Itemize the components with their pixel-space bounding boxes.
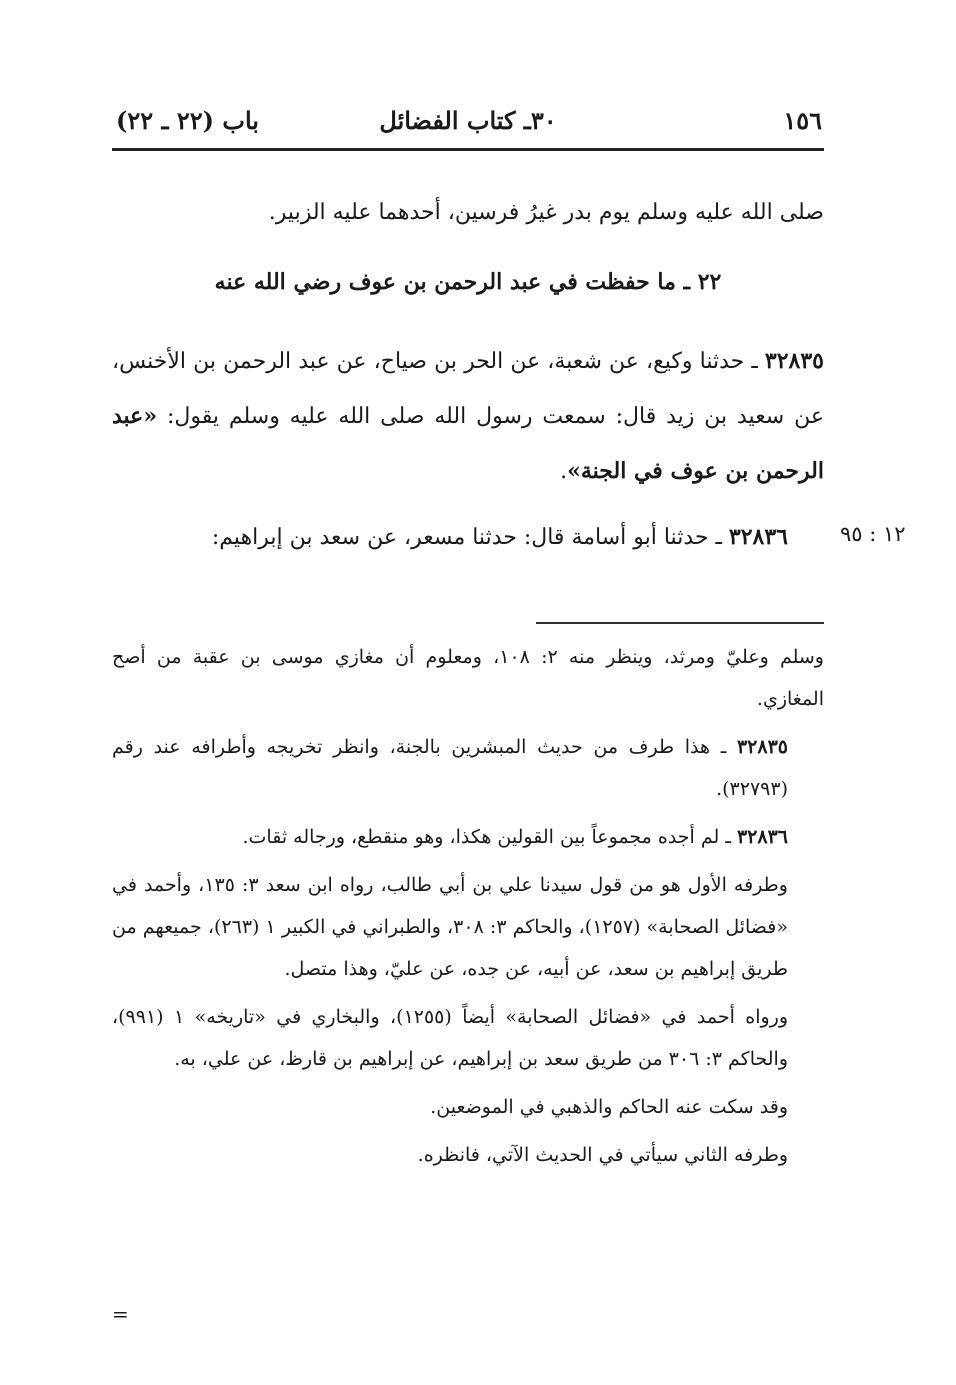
continuation-text: صلى الله عليه وسلم يوم بدر غيرُ فرسين، أحدهما عليه الزبير. [268, 200, 824, 225]
hadith-text: ـ حدثنا أبو أسامة قال: حدثنا مسعر، عن سعد بن إبراهيم: [211, 525, 729, 550]
hadith-quote: «عبد الرحمن بن عوف في الجنة» [112, 403, 824, 484]
footnote-32836 [112, 816, 824, 858]
footnote-separator [536, 622, 824, 624]
hadith-32835 [112, 334, 824, 499]
hadith-32836 [112, 510, 824, 565]
footnotes [112, 636, 824, 1182]
continuation-mark: = [112, 1302, 129, 1326]
hadith-number: ٣٢٨٣٥ [764, 348, 824, 374]
header-rule [112, 148, 824, 151]
footnote-paragraph: وقد سكت عنه الحاكم والذهبي في الموضعين. [430, 1096, 788, 1118]
footnote-paragraph: وسلم وعليّ ومرثد، وينظر منه ٢: ١٠٨، ومعلوم أن مغازي موسى بن عقبة من أصح المغازي. [112, 646, 824, 710]
footnote-text: ـ لم أجده مجموعاً بين القولين هكذا، وهو منقطع، ورجاله ثقات. [242, 826, 737, 848]
footnote-paragraph: ورواه أحمد في «فضائل الصحابة» أيضاً (١٢٥٥)، والبخاري في «تاريخه» ١ (٩٩١)، والحاكم ٣: ٣٠٦ من طريق سعد بن إبراهيم، عن إبراهيم بن قارظ، عن علي، به. [112, 1006, 788, 1070]
footnote-text: ـ هذا طرف من حديث المبشرين بالجنة، وانظر تخريجه وأطرافه عند رقم (٣٢٧٩٣). [112, 736, 788, 800]
margin-reference: ١٢ : ٩٥ [840, 522, 906, 546]
hadith-end: . [560, 459, 568, 484]
hadith-number: ٣٢٨٣٦ [728, 524, 788, 550]
section-heading: ٢٢ ـ ما حفظت في عبد الرحمن بن عوف رضي الله عنه [214, 269, 722, 295]
chapter-label: باب (٢٢ ـ ٢٢) [116, 106, 259, 135]
page-header [112, 104, 824, 144]
book-title: ٣٠ـ كتاب الفضائل [379, 106, 557, 135]
footnote-32835 [112, 726, 824, 810]
footnote-number: ٣٢٨٣٥ [736, 736, 788, 758]
footnote-paragraph: وطرفه الأول هو من قول سيدنا علي بن أبي طالب، رواه ابن سعد ٣: ١٣٥، وأحمد في «فضائل الصحابة» (١٢٥٧)، والحاكم ٣: ٣٠٨، والطبراني في الكبير ١ (٢٦٣)، جميعهم من طريق إبراهيم بن سعد، عن أبيه، عن جده، عن عليّ، وهذا متصل. [112, 874, 788, 980]
footnote-paragraph: وطرفه الثاني سيأتي في الحديث الآتي، فانظره. [417, 1144, 788, 1166]
page-number: ١٥٦ [783, 106, 822, 135]
footnote-number: ٣٢٨٣٦ [736, 826, 788, 848]
hadith-text: ـ حدثنا وكيع، عن شعبة، عن الحر بن صياح، عن عبد الرحمن بن الأخنس، عن سعيد بن زيد قال: سمعت رسول الله صلى الله عليه وسلم يقول: [112, 349, 824, 429]
